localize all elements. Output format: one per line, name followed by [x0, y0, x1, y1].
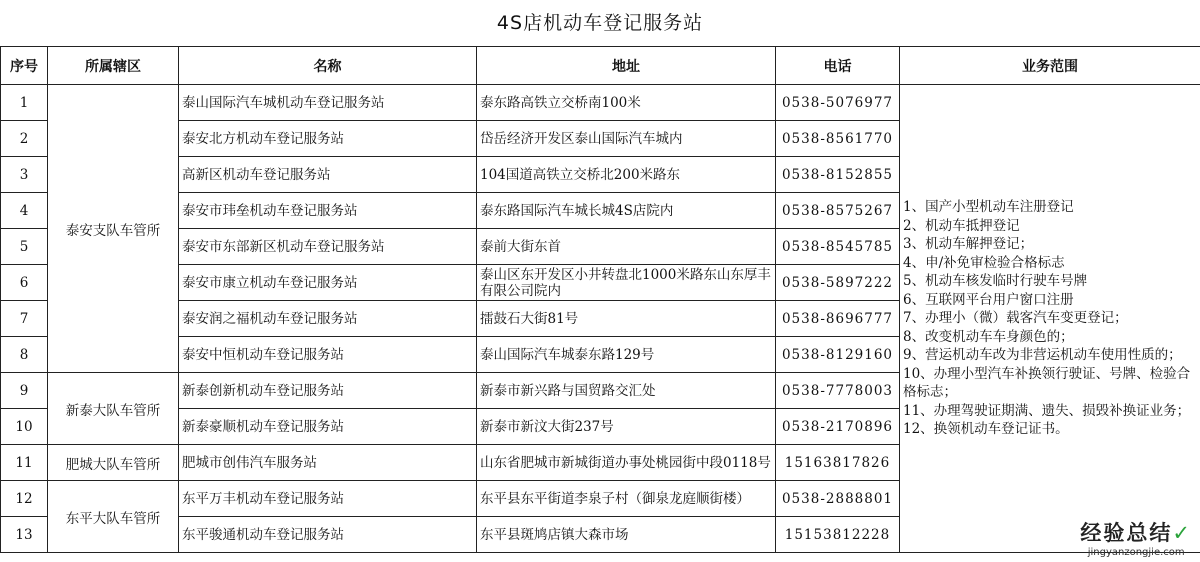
service-station-table: [0, 46, 1200, 553]
watermark-text: 经验总结: [1080, 521, 1173, 545]
header-name: 名称: [179, 47, 477, 85]
station-address: 东平县斑鸠店镇大森市场: [477, 517, 776, 553]
header-address: 地址: [477, 47, 776, 85]
station-address: 东平县东平街道李泉子村（御泉龙庭顺街楼）: [477, 481, 776, 517]
station-name: 新泰豪顺机动车登记服务站: [179, 409, 477, 445]
area-cell: 肥城大队车管所: [48, 445, 179, 481]
station-address: 擂鼓石大街81号: [477, 301, 776, 337]
header-no: 序号: [1, 47, 48, 85]
station-phone: 0538-2888801: [776, 481, 900, 517]
area-cell: 东平大队车管所: [48, 481, 179, 553]
row-number: 1: [1, 85, 48, 121]
row-number: 2: [1, 121, 48, 157]
business-scope: [900, 85, 1200, 553]
station-name: 泰山国际汽车城机动车登记服务站: [179, 85, 477, 121]
row-number: 12: [1, 481, 48, 517]
area-cell: 泰安支队车管所: [48, 85, 179, 373]
station-name: 泰安市康立机动车登记服务站: [179, 265, 477, 301]
row-number: 4: [1, 193, 48, 229]
scope-item: 2、机动车抵押登记: [903, 217, 1020, 234]
scope-item: 7、办理小（微）载客汽车变更登记；: [903, 310, 1128, 327]
checkmark-icon: ✓: [1172, 521, 1192, 545]
station-phone: 0538-8129160: [776, 337, 900, 373]
site-watermark: [1080, 517, 1192, 558]
station-address: 泰山区东开发区小井转盘北1000米路东山东厚丰有限公司院内: [477, 265, 776, 301]
station-phone: 0538-5076977: [776, 85, 900, 121]
row-number: 3: [1, 157, 48, 193]
station-phone: 0538-7778003: [776, 373, 900, 409]
station-name: 泰安市玮垒机动车登记服务站: [179, 193, 477, 229]
scope-item: 10、办理小型汽车补换领行驶证、号牌、检验合格标志；: [903, 365, 1191, 401]
header-phone: 电话: [776, 47, 900, 85]
table-row: [1, 85, 1200, 121]
scope-item: 1、国产小型机动车注册登记: [903, 199, 1074, 216]
station-name: 东平万丰机动车登记服务站: [179, 481, 477, 517]
station-address: 新泰市新汶大街237号: [477, 409, 776, 445]
scope-item: 3、机动车解押登记；: [903, 236, 1034, 253]
station-phone: 15163817826: [776, 445, 900, 481]
row-number: 6: [1, 265, 48, 301]
header-scope: 业务范围: [900, 47, 1200, 85]
area-cell: 新泰大队车管所: [48, 373, 179, 445]
row-number: 11: [1, 445, 48, 481]
scope-item: 4、申/补免审检验合格标志: [903, 254, 1065, 271]
row-number: 8: [1, 337, 48, 373]
station-phone: 0538-8575267: [776, 193, 900, 229]
station-phone: 0538-8152855: [776, 157, 900, 193]
station-address: 岱岳经济开发区泰山国际汽车城内: [477, 121, 776, 157]
row-number: 10: [1, 409, 48, 445]
station-address: 山东省肥城市新城街道办事处桃园街中段0118号: [477, 445, 776, 481]
station-address: 泰山国际汽车城泰东路129号: [477, 337, 776, 373]
station-name: 泰安润之福机动车登记服务站: [179, 301, 477, 337]
station-phone: 0538-2170896: [776, 409, 900, 445]
station-name: 东平骏通机动车登记服务站: [179, 517, 477, 553]
header-area: 所属辖区: [48, 47, 179, 85]
scope-item: 11、办理驾驶证期满、遗失、损毁补换证业务；: [903, 402, 1191, 419]
station-name: 肥城市创伟汽车服务站: [179, 445, 477, 481]
row-number: 9: [1, 373, 48, 409]
station-name: 泰安北方机动车登记服务站: [179, 121, 477, 157]
scope-item: 6、互联网平台用户窗口注册: [903, 291, 1074, 308]
station-address: 泰东路国际汽车城长城4S店院内: [477, 193, 776, 229]
scope-item: 5、机动车核发临时行驶车号牌: [903, 273, 1088, 290]
header-row: [1, 47, 1200, 85]
table-title: 4S店机动车登记服务站: [496, 12, 704, 34]
station-address: 泰东路高铁立交桥南100米: [477, 85, 776, 121]
row-number: 13: [1, 517, 48, 553]
scope-item: 9、营运机动车改为非营运机动车使用性质的；: [903, 347, 1182, 364]
station-phone: 0538-8545785: [776, 229, 900, 265]
station-phone: 15153812228: [776, 517, 900, 553]
scope-item: 8、改变机动车车身颜色的；: [903, 328, 1074, 345]
scope-item: 12、换领机动车登记证书。: [903, 421, 1069, 438]
station-name: 泰安中恒机动车登记服务站: [179, 337, 477, 373]
row-number: 5: [1, 229, 48, 265]
watermark-url: jingyanzongjie.com: [1087, 547, 1185, 558]
station-address: 泰前大街东首: [477, 229, 776, 265]
watermark-logo: [1080, 517, 1192, 547]
station-name: 新泰创新机动车登记服务站: [179, 373, 477, 409]
row-number: 7: [1, 301, 48, 337]
station-phone: 0538-5897222: [776, 265, 900, 301]
station-address: 104国道高铁立交桥北200米路东: [477, 157, 776, 193]
station-phone: 0538-8561770: [776, 121, 900, 157]
station-address: 新泰市新兴路与国贸路交汇处: [477, 373, 776, 409]
station-name: 泰安市东部新区机动车登记服务站: [179, 229, 477, 265]
station-name: 高新区机动车登记服务站: [179, 157, 477, 193]
station-phone: 0538-8696777: [776, 301, 900, 337]
